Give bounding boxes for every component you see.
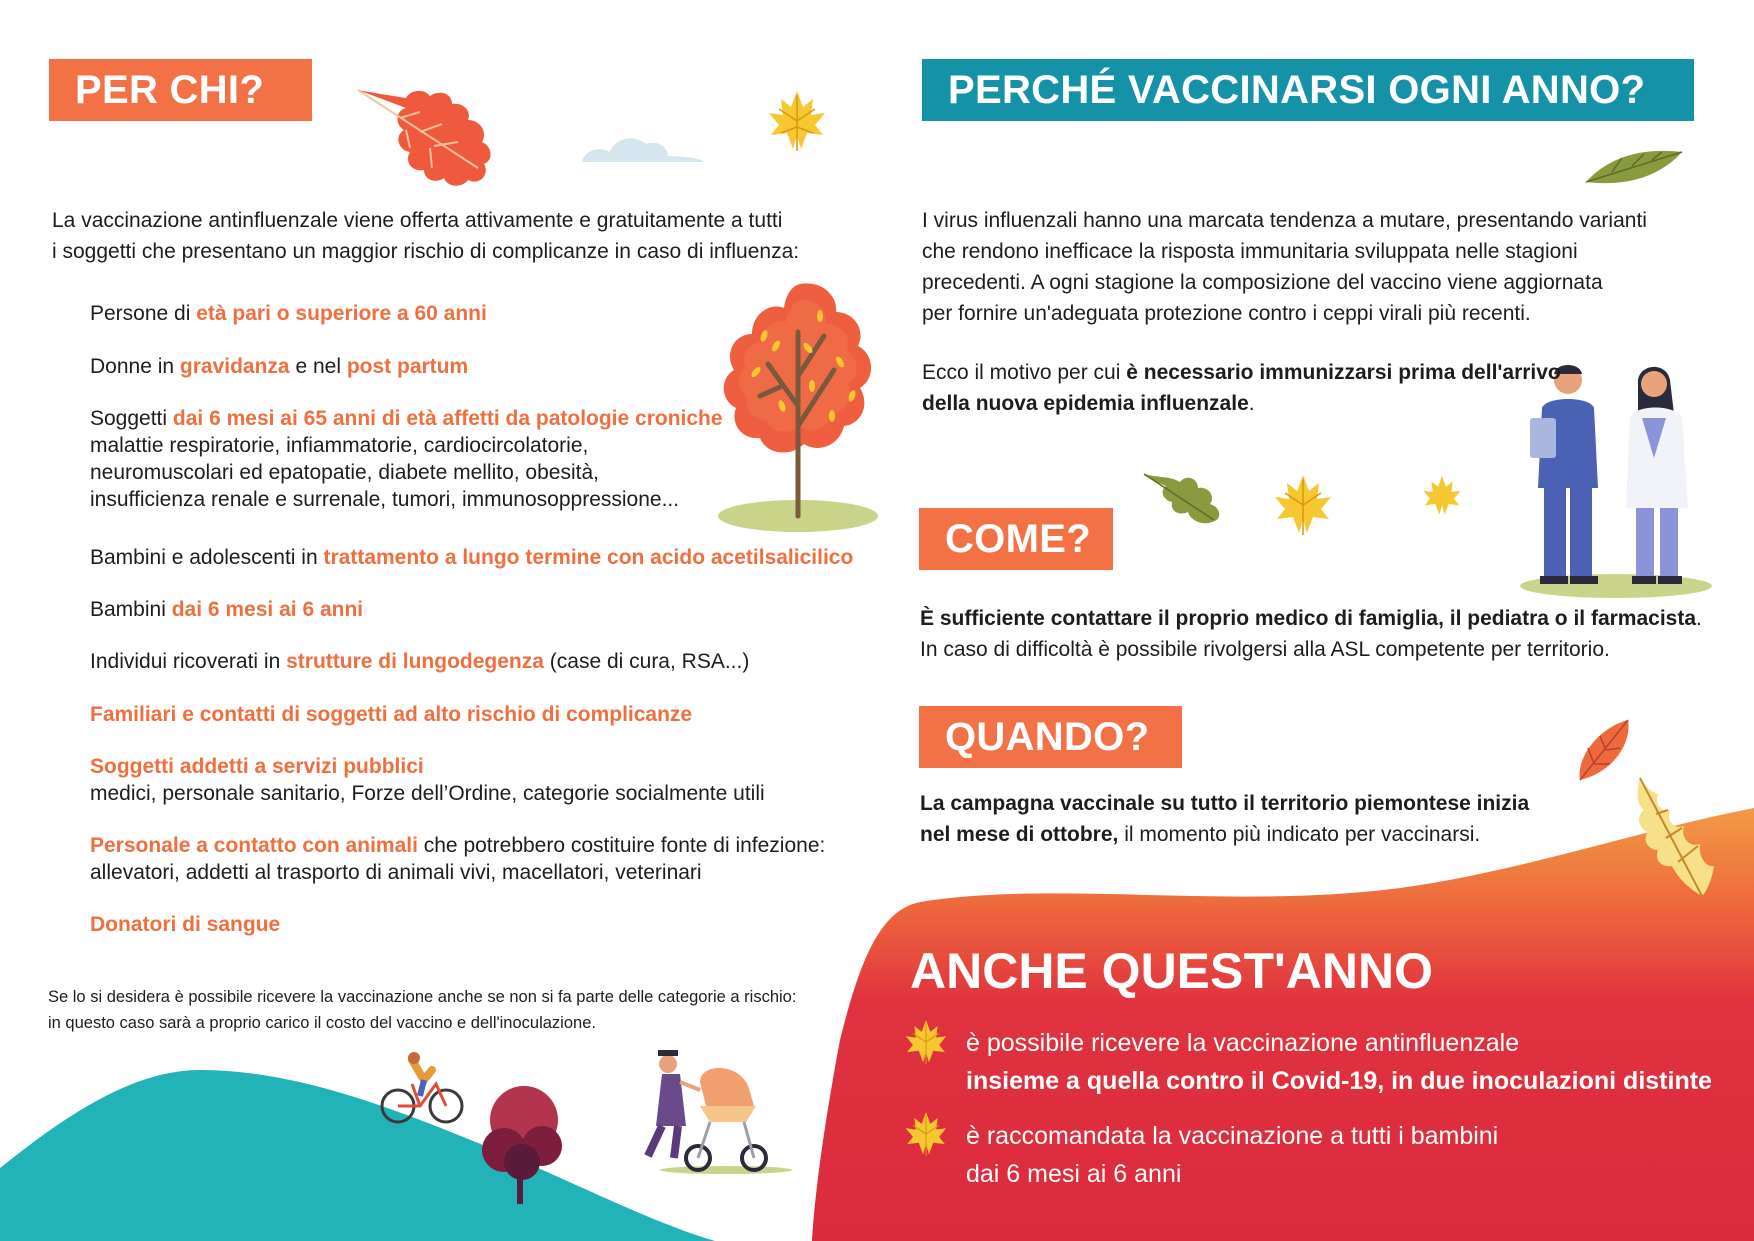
perche-motivo: Ecco il motivo per cui è necessario immunizzarsi prima dell'arrivo della nuova epidemia influenzale. xyxy=(922,361,1561,415)
perche-paragraph: I virus influenzali hanno una marcata tendenza a mutare, presentando varianti che rendono inefficace la risposta immunitaria sviluppata nelle stagioni precedenti. A ogni stagione la composizione del vaccino viene aggiornata per fornire un'adeguata protezione contro i ceppi virali più recenti. xyxy=(922,209,1647,325)
maple-leaf-icon xyxy=(1420,474,1464,518)
purple-tree-icon xyxy=(474,1080,574,1204)
section-header-per-chi: PER CHI? xyxy=(49,59,312,121)
section-header-perche: PERCHÉ VACCINARSI OGNI ANNO? xyxy=(922,59,1694,121)
list-item-bambini: Bambini dai 6 mesi ai 6 anni xyxy=(90,598,364,621)
per-chi-intro xyxy=(52,205,799,267)
maple-leaf-icon xyxy=(764,88,830,154)
note-line: Se lo si desidera è possibile ricevere la vaccinazione anche se non si fa parte delle categorie a rischio: xyxy=(48,988,797,1006)
maple-leaf-bullet-icon xyxy=(902,1018,950,1066)
list-item-patologie-croniche: Soggetti dai 6 mesi ai 65 anni di età affetti da patologie croniche malattie respiratorie, infiammatorie, cardiocircolatorie, neuromuscolari ed epatopatie, diabete mellito, obesità, insufficienza renale e surrenale, tumori, immunosoppressione... xyxy=(90,407,723,511)
leaf-orange-icon xyxy=(1574,718,1632,782)
list-item-eta: Persone di età pari o superiore a 60 anni xyxy=(90,302,487,325)
per-chi-intro-line: i soggetti che presentano un maggior rischio di complicanze in caso di influenza: xyxy=(52,240,800,263)
list-item-gravidanza: Donne in gravidanza e nel post partum xyxy=(90,355,469,378)
per-chi-intro-line: La vaccinazione antinfluenzale viene offerta attivamente e gratuitamente a tutti xyxy=(52,209,783,232)
list-item-donatori: Donatori di sangue xyxy=(90,913,281,936)
anche-item-covid: è possibile ricevere la vaccinazione antinfluenzale insieme a quella contro il Covid-19, in due inoculazioni distinte xyxy=(966,1029,1712,1095)
section-header-come: COME? xyxy=(919,508,1113,570)
autumn-tree-icon xyxy=(712,276,912,536)
cyclist-illustration xyxy=(380,1050,464,1128)
oak-leaf-yellow-icon xyxy=(1632,774,1718,900)
anche-item-bambini: è raccomandata la vaccinazione a tutti i bambini dai 6 mesi ai 6 anni xyxy=(966,1122,1499,1188)
oak-leaf-icon xyxy=(350,84,520,190)
come-paragraph: È sufficiente contattare il proprio medico di famiglia, il pediatra o il farmacista. In caso di difficoltà è possibile rivolgersi alla ASL competente per territorio. xyxy=(920,607,1702,661)
anche-title: ANCHE QUEST'ANNO xyxy=(910,943,1434,999)
section-header-quando: QUANDO? xyxy=(919,706,1182,768)
woman-with-stroller-illustration xyxy=(626,1046,796,1174)
maple-leaf-icon xyxy=(1270,472,1336,538)
per-chi-note xyxy=(48,984,796,1036)
maple-leaf-bullet-icon xyxy=(902,1110,950,1158)
olive-leaf-icon xyxy=(1582,144,1686,188)
teal-hill xyxy=(0,1070,715,1241)
oak-leaf-green-icon xyxy=(1140,470,1226,526)
list-item-animali: Personale a contatto con animali che potrebbero costituire fonte di infezione: allevatori, addetti al trasporto di animali vivi, macellatori, veterinari xyxy=(90,834,826,884)
cloud-icon xyxy=(582,138,704,162)
note-line: in questo caso sarà a proprio carico il costo del vaccino e dell'inoculazione. xyxy=(48,1014,596,1032)
list-item-servizi-pubblici: Soggetti addetti a servizi pubblici medici, personale sanitario, Forze dell’Ordine, categorie socialmente utili xyxy=(90,755,765,805)
list-item-lungodegenza: Individui ricoverati in strutture di lungodegenza (case di cura, RSA...) xyxy=(90,650,750,673)
list-item-acido-acetilsalicilico: Bambini e adolescenti in trattamento a lungo termine con acido acetilsalicilico xyxy=(90,546,854,569)
list-item-familiari: Familiari e contatti di soggetti ad alto rischio di complicanze xyxy=(90,703,693,726)
quando-paragraph: La campagna vaccinale su tutto il territorio piemontese inizia nel mese di ottobre, il momento più indicato per vaccinarsi. xyxy=(920,792,1530,846)
